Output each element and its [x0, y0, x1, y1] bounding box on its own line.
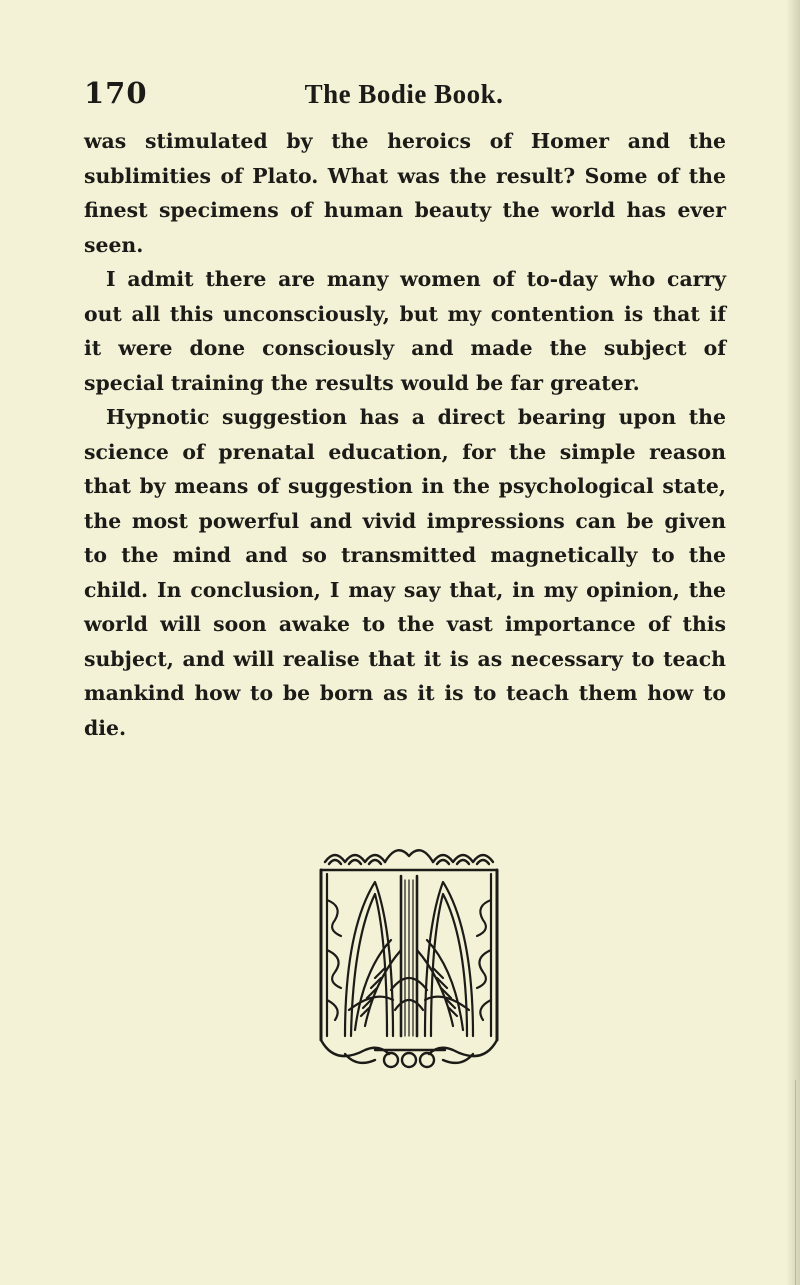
body-text [84, 124, 726, 745]
running-head [84, 76, 724, 116]
book-title: The Bodie Book. [304, 79, 504, 109]
page-number: 170 [84, 76, 148, 110]
page-edge-shadow [786, 0, 800, 1285]
paragraph-2: I admit there are many women of to-day who carry out all this unconsciously, but my contention is that if it were done consciously and made the subject of special training the results would be far greater. [84, 267, 726, 395]
paragraph-1: was stimulated by the heroics of Homer and the sublimities of Plato. What was the result? Some of the finest specimens of human beauty the world has ever seen. [84, 129, 726, 257]
floral-tailpiece-icon [305, 840, 513, 1072]
paragraph-3: Hypnotic suggestion has a direct bearing upon the science of prenatal education, for the simple reason that by means of suggestion in the psychological state, the most powerful and vivid impressions can be given to the mind and so transmitted magnetically to the child. In conclusion, I may say that, in my opinion, the world will soon awake to the vast importance of this subject, and will realise that it is as necessary to teach mankind how to be born as it is to teach them how to die. [84, 405, 726, 740]
page-edge-line [795, 1080, 796, 1285]
